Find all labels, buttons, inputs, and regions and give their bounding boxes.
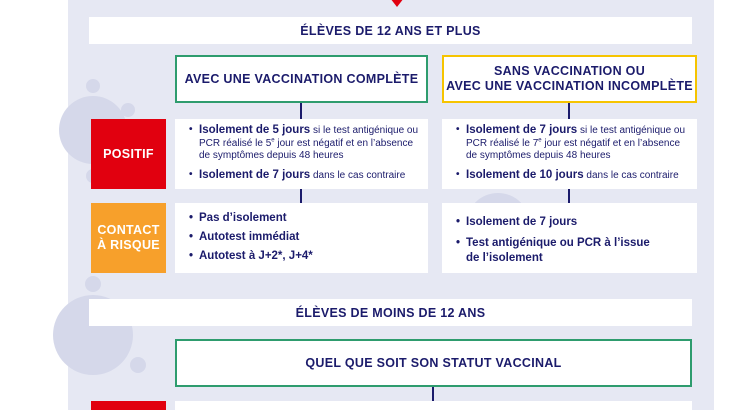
- row-label-positif-partial: [91, 401, 166, 410]
- list-item: • Pas d’isolement: [189, 211, 422, 226]
- row-label-text: POSITIF: [103, 146, 154, 161]
- section-title-under-12: ÉLÈVES DE MOINS DE 12 ANS: [89, 299, 692, 326]
- row-label-text-line2: À RISQUE: [97, 238, 160, 252]
- cell-partial: [175, 401, 692, 410]
- list-item: [456, 236, 691, 266]
- connector-line: [568, 189, 570, 203]
- item-text: jour est négatif et en l’absence de symptômes depuis 48 heures: [199, 137, 414, 161]
- header-vaccination-incomplete: [442, 55, 697, 103]
- connector-line: [568, 103, 570, 119]
- row-label-positif: [91, 119, 166, 189]
- list-item: • Autotest à J+2*, J+4*: [189, 249, 422, 264]
- item-bold: Isolement de 10 jours: [466, 168, 584, 181]
- list-item: [456, 124, 691, 163]
- arrow-down-icon: [390, 0, 404, 7]
- item-bold: Isolement de 7 jours: [466, 124, 578, 136]
- header-any-vaccination-status: [175, 339, 692, 387]
- item-text: jour est négatif et en l’absence de symptômes depuis 48 heures: [466, 137, 681, 161]
- list-item: [456, 169, 691, 183]
- cell-contact-vaccinated: [175, 203, 428, 273]
- header-label: QUEL QUE SOIT SON STATUT VACCINAL: [305, 355, 562, 370]
- item-text: dans le cas contraire: [583, 169, 679, 181]
- item-text: dans le cas contraire: [310, 169, 406, 181]
- cell-positif-unvaccinated: [442, 119, 697, 189]
- item-bold: Isolement de 5 jours: [199, 124, 311, 136]
- item-bold: Isolement de 7 jours: [199, 168, 311, 181]
- item-sup: e: [271, 137, 275, 144]
- connector-line: [300, 189, 302, 203]
- list-item: • Autotest immédiat: [189, 230, 422, 245]
- item-sup: e: [538, 137, 542, 144]
- virus-decoration-icon: [38, 270, 148, 400]
- list-item: [189, 169, 422, 183]
- item-line2: de l’isolement: [466, 252, 543, 264]
- item-line1: • Test antigénique ou PCR à l’issue: [466, 237, 650, 249]
- header-label-line2: AVEC UNE VACCINATION INCOMPLÈTE: [446, 79, 693, 93]
- header-vaccination-complete: [175, 55, 428, 103]
- row-label-contact-a-risque: [91, 203, 166, 273]
- cell-contact-unvaccinated: [442, 203, 697, 273]
- item-text: si le test antigénique ou PCR réalisé le 5: [199, 125, 419, 149]
- header-label: AVEC UNE VACCINATION COMPLÈTE: [184, 71, 419, 86]
- list-item: • Isolement de 7 jours: [456, 215, 691, 230]
- row-label-text-line1: CONTACT: [97, 223, 160, 237]
- section-title-12-plus: ÉLÈVES DE 12 ANS ET PLUS: [89, 17, 692, 44]
- cell-positif-vaccinated: [175, 119, 428, 189]
- list-item: [189, 124, 422, 163]
- header-label-line1: SANS VACCINATION OU: [493, 64, 646, 78]
- item-text: si le test antigénique ou PCR réalisé le 7: [466, 125, 686, 149]
- connector-line: [300, 103, 302, 119]
